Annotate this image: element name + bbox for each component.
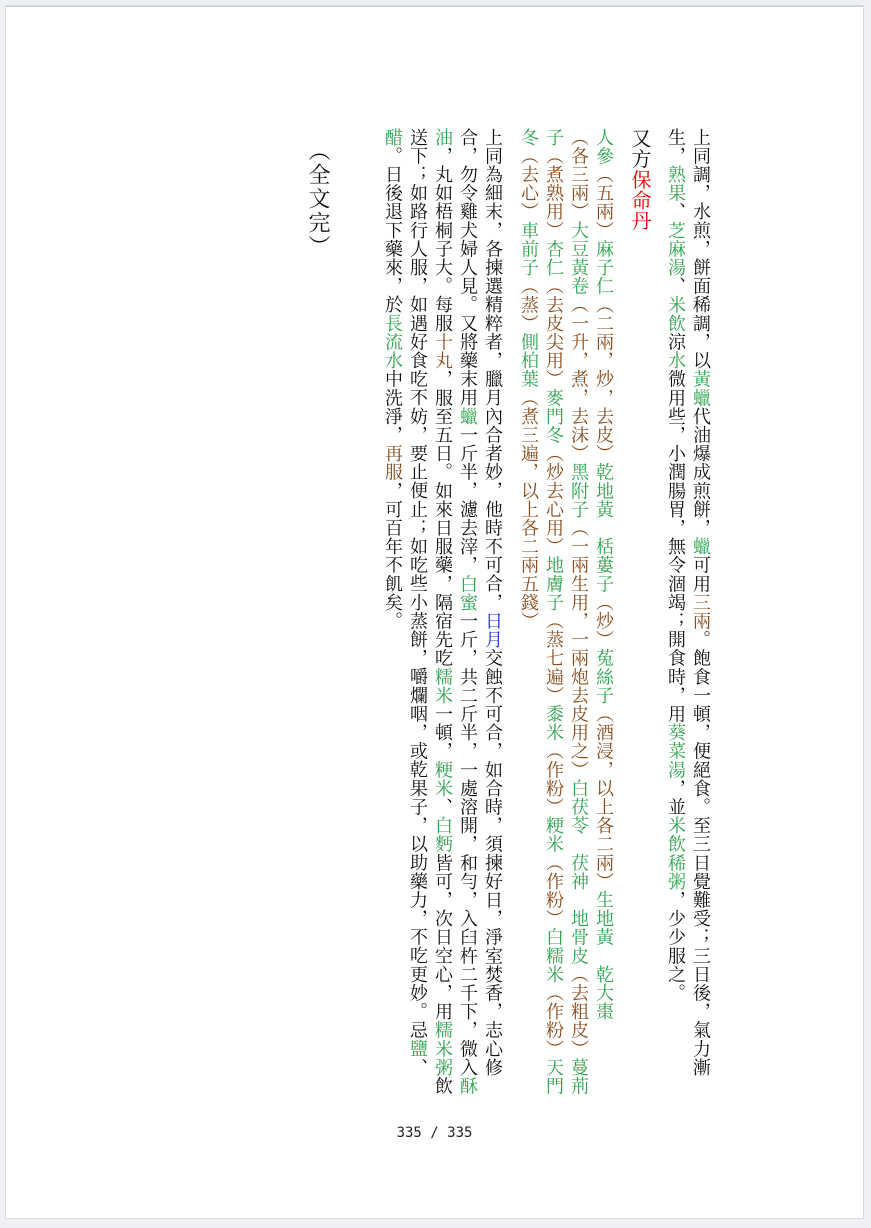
text-span: 十丸 <box>432 332 453 370</box>
text-span: （酒浸，以上各二兩） <box>593 704 614 891</box>
text-span: 涼 <box>665 332 686 352</box>
text-span: 飲送下；如路行人服，如遇好食吃不妨，要止便止；如吃些小蒸餅，嚼爛咽，或乾果子，以助藥力，不吃更妙。忌 <box>407 128 453 1096</box>
text-span: 微用些，小潤腸胃，無令涸竭；開食時，用 <box>665 369 686 724</box>
paragraph-gap <box>505 128 516 1108</box>
paragraph-gap <box>652 128 663 1108</box>
text-span: （煮三遍，以上各二兩五錢） <box>518 388 539 631</box>
text-span: 乾大棗 <box>593 965 614 1021</box>
text-span: （去心） <box>518 146 539 222</box>
page-top-border <box>6 6 863 7</box>
text-span: 日月 <box>482 611 503 649</box>
text-span: 、 <box>665 276 686 296</box>
text-span: 芝麻湯 <box>665 221 686 277</box>
text-span: 地骨皮 <box>568 909 589 966</box>
text-span: （一升，煮，去沫） <box>568 295 589 463</box>
text-span: 保命丹 <box>628 169 652 232</box>
text-span: 酥油 <box>432 128 478 1096</box>
text-span: 生地黃 <box>593 890 614 947</box>
text-span: ，並 <box>665 779 686 817</box>
text-span: 皆可，次日空心，用 <box>432 853 453 1021</box>
text-span: 天門冬 <box>518 128 564 1096</box>
text-span: 長流水 <box>382 314 403 370</box>
text-span: 白蜜 <box>457 574 478 612</box>
text-span: 鹽 <box>407 1039 428 1059</box>
document-body <box>380 128 713 1108</box>
text-span <box>593 947 614 966</box>
text-span: 糯米 <box>432 667 453 705</box>
text-span: 、 <box>665 202 686 222</box>
text-span: 葵菜湯 <box>665 723 686 780</box>
text-span: 杏仁 <box>543 239 564 277</box>
text-span: 。日後退下藥來，於 <box>382 146 403 315</box>
recipe-heading <box>627 128 652 1108</box>
text-span: 乾地黃 <box>593 462 614 519</box>
text-span: ，服至五日。如來日服藥，隔宿先吃 <box>432 369 453 668</box>
text-span: 熟果 <box>665 165 686 203</box>
text-span: 米飲 <box>665 295 686 333</box>
text-span: 、 <box>432 797 453 817</box>
text-span: 中洗淨， <box>382 369 403 445</box>
text-span: 白糯米 <box>543 927 564 984</box>
text-span: （炒） <box>593 593 614 649</box>
text-span: 栝蔞子 <box>593 537 614 594</box>
text-span: （煮熟用） <box>543 146 564 240</box>
text-span <box>568 891 589 910</box>
text-span: 黍米 <box>543 704 564 742</box>
text-span: （去皮尖用） <box>543 276 564 389</box>
text-span: （炒去心用） <box>543 444 564 556</box>
text-span: 米飲 <box>665 816 686 854</box>
text-span: 白麪 <box>432 816 453 854</box>
text-span: 一頓， <box>432 704 453 761</box>
text-span: 粳米 <box>432 760 453 798</box>
text-span: （作粉） <box>543 741 564 817</box>
text-span: （二兩，炒，去皮） <box>593 295 614 463</box>
text-span: （五兩） <box>593 165 614 240</box>
text-span: （一兩生用，一兩炮去皮用之） <box>568 518 589 780</box>
text-span: 粳米 <box>543 816 564 854</box>
text-span: （去粗皮） <box>568 965 589 1059</box>
document-page <box>5 5 864 1219</box>
text-span: 三兩 <box>690 593 711 631</box>
text-span: （作粉） <box>543 983 564 1059</box>
text-span: （各三兩） <box>568 128 589 221</box>
text-span: 上同調，水煎，餅面稀調，以 <box>690 128 711 370</box>
text-span: 車前子 <box>518 221 539 277</box>
text-span: 、 <box>407 1058 428 1077</box>
text-span: 茯神 <box>568 853 589 891</box>
text-span: 一斤，共二斤半，一處溶開，和勻，入臼杵二千下，微入 <box>457 611 478 1077</box>
text-span: 糯米粥 <box>432 1020 453 1077</box>
paragraph <box>380 128 505 1108</box>
text-span: 可用 <box>690 555 711 594</box>
text-span: 黃蠟 <box>690 369 711 408</box>
text-span: ，少少服之。 <box>665 890 686 1003</box>
text-span: （蒸） <box>518 276 539 333</box>
text-span: 側柏葉 <box>518 332 539 389</box>
text-span: 稀粥 <box>665 853 686 891</box>
text-span: （蒸七遍） <box>543 611 564 705</box>
text-span: 蠟 <box>457 407 478 426</box>
text-span: 上同為細末，各揀選精粹者，臘月內合者妙，他時不可合， <box>482 128 503 612</box>
text-span: 麥門冬 <box>543 388 564 445</box>
text-span: 交蝕不可合，如合時，須揀好日，淨室焚香，志心修合，勿令雞犬婦人見。又將藥末用 <box>457 128 503 1077</box>
paragraph <box>516 128 616 1108</box>
text-span: 蠟 <box>690 537 711 556</box>
text-span: 麻子仁 <box>593 239 614 296</box>
text-span: 大豆黃卷 <box>568 221 589 296</box>
paragraph <box>663 128 713 1108</box>
text-span: 。飽食一頓，便絕食。至三日覺難受；三日後，氣力漸生， <box>665 128 711 1077</box>
paragraph-gap <box>616 128 627 1108</box>
text-span: 又方 <box>628 128 652 170</box>
text-span <box>568 835 589 854</box>
text-span: 菟絲子 <box>593 648 614 705</box>
page-number: 335 / 335 <box>396 1125 473 1141</box>
text-span: 地膚子 <box>543 555 564 612</box>
text-span: 水 <box>665 351 686 370</box>
text-span: ，可百年不飢矣。 <box>382 481 403 631</box>
text-span: 醋 <box>382 128 403 147</box>
text-span: ，丸如梧桐子大。每服 <box>432 146 453 333</box>
text-span: 一斤半，濾去滓， <box>457 425 478 575</box>
text-span: 蔓荊子 <box>543 128 589 1096</box>
text-span: （作粉） <box>543 853 564 928</box>
text-span: 黑附子 <box>568 462 589 519</box>
text-span: 代油爆成煎餅， <box>690 407 711 538</box>
text-span <box>593 519 614 538</box>
end-of-text-mark: （全文完） <box>305 139 330 259</box>
text-span: 人參 <box>593 128 614 166</box>
text-span: 白茯苓 <box>568 779 589 835</box>
text-span: 再服 <box>382 444 403 482</box>
